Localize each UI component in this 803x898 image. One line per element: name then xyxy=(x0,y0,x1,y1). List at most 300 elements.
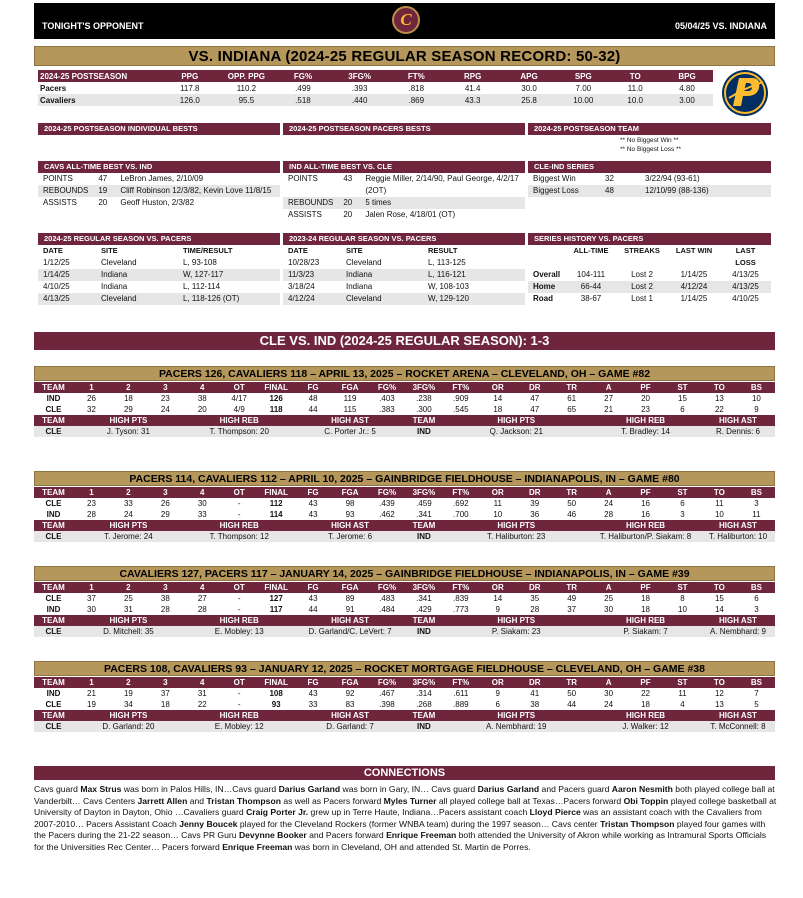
game-stats-table xyxy=(34,487,775,542)
stat-cell: 11 xyxy=(715,499,724,508)
stat-cell: - xyxy=(237,499,241,508)
list-item xyxy=(283,293,525,305)
stat-cell: 5 xyxy=(754,700,759,709)
stat-cell: 29 xyxy=(123,405,133,414)
header-row xyxy=(34,677,775,688)
game-box-82 xyxy=(34,366,775,437)
column-header: FG xyxy=(295,382,332,393)
table-cell: LeBron James, 2/10/09 xyxy=(120,174,204,183)
stat-cell: 32 xyxy=(87,405,96,414)
stat-cell: 92 xyxy=(345,689,355,698)
box-header: CAVS ALL-TIME BEST VS. IND xyxy=(38,161,280,173)
stat-cell: 11 xyxy=(752,510,761,519)
column-header: TEAM xyxy=(34,582,73,593)
stat-cell: 61 xyxy=(567,394,577,403)
stat-cell: 20 xyxy=(641,394,650,403)
column-header: SITE xyxy=(101,246,118,255)
table-cell: 20 xyxy=(343,198,353,207)
table-cell: 4/10/25 xyxy=(732,294,759,303)
column-header: ST xyxy=(664,582,701,593)
stat-cell: 11 xyxy=(493,499,502,508)
table-cell: 4/12/24 xyxy=(288,294,315,303)
column-header: 3FG% xyxy=(405,582,442,593)
leader-cell: R. Dennis: 6 xyxy=(701,426,775,437)
stat-cell: 127 xyxy=(269,594,283,603)
connections-text: Cavs guard Max Strus was born in Palos Hills, IN…Cavs guard Darius Garland was born in Gary, IN… Cavs guard Darius Garland and Pacers guard Aaron Nesmith both played college ball at Vanderbilt… Cavs Centers Jarrett Allen and Tristan Thompson as well as Pacers forward Myles Turner all played college ball at Texas…Pacers forward Obi Toppin played college basketball at University of Dayton in Dayton, Ohio …Cavaliers guard Craig Porter Jr. grew up in Terre Haute, Indiana…Pacers assistant coach Lloyd Pierce was an assistant coach with the Cavaliers from 2007-2010… Pacers Assistant Coach Jenny Boucek played for the Cleveland Rockers (former WNBA team) during the 1997 season… Cavs center Tristan Thompson played four games with the Pacers during the 21-22 season… Cavs PR Guru Devynne Booker and Pacers forward Enrique Freeman both attended the University of Akron while working as Intramural Sports Officials for the Universities Rec Center… Pacers forward Enrique Freeman was born in Cleveland, OH and attended St. Martin de Porres. xyxy=(34,784,777,852)
column-header: HIGH REB xyxy=(184,710,295,721)
column-header: TEAM xyxy=(34,520,73,531)
stat-cell: 115 xyxy=(343,405,357,414)
stat-cell: .429 xyxy=(416,605,432,614)
column-header: A xyxy=(590,677,627,688)
table-cell: 104-111 xyxy=(576,270,606,279)
table-cell: REBOUNDS xyxy=(43,186,89,195)
stat-cell: 28 xyxy=(530,605,540,614)
column-header: 4 xyxy=(184,582,221,593)
list-item xyxy=(38,257,280,269)
stat-cell: 89 xyxy=(345,594,355,603)
column-header: TEAM xyxy=(405,615,442,626)
team-row xyxy=(34,509,775,520)
team-row xyxy=(34,393,775,404)
stat-cell: .518 xyxy=(275,94,331,106)
stat-cell: .467 xyxy=(379,689,395,698)
team-name: CLE xyxy=(45,700,62,709)
stat-cell: 95.5 xyxy=(218,94,275,106)
stat-cell: .869 xyxy=(388,94,444,106)
person-name: Darius Garland xyxy=(477,784,540,794)
stat-cell: 22 xyxy=(641,689,650,698)
list-item xyxy=(38,173,280,185)
stat-cell: 41.4 xyxy=(464,83,481,93)
stat-cell: 15 xyxy=(678,394,687,403)
leader-cell: E. Mobley: 13 xyxy=(184,626,295,637)
header-row xyxy=(38,245,280,257)
stat-cell: 37 xyxy=(160,689,170,698)
stat-cell: .773 xyxy=(453,605,469,614)
stat-cell: .238 xyxy=(416,394,432,403)
list-item xyxy=(528,281,771,293)
stat-cell: .545 xyxy=(453,405,469,414)
table-cell: Cleveland xyxy=(101,258,137,267)
stat-cell: 37 xyxy=(87,594,96,603)
table-cell: 4/13/25 xyxy=(732,270,759,279)
column-header: HIGH AST xyxy=(295,710,406,721)
stat-cell: 33 xyxy=(308,700,318,709)
stat-cell: 44 xyxy=(308,605,318,614)
stat-cell: .439 xyxy=(379,499,395,508)
table-cell: POINTS xyxy=(43,174,73,183)
series-history xyxy=(528,233,771,305)
postseason-team-bests xyxy=(528,123,771,154)
table-cell: Lost 2 xyxy=(631,270,653,279)
stat-cell: 16 xyxy=(641,510,650,519)
column-header: TR xyxy=(553,487,590,498)
stat-cell: 38 xyxy=(530,700,540,709)
leader-cell: T. Haliburton/P. Siakam: 8 xyxy=(590,531,701,542)
column-header: FGA xyxy=(332,382,369,393)
table-cell: L, 118-126 (OT) xyxy=(183,294,240,303)
stat-cell: 9 xyxy=(754,405,759,414)
stat-cell: .341 xyxy=(416,510,432,519)
stat-cell: .398 xyxy=(379,700,395,709)
column-header: FT% xyxy=(388,70,444,82)
table-cell: 20 xyxy=(343,210,353,219)
person-name: Devynne Booker xyxy=(238,830,307,841)
column-header: TR xyxy=(553,582,590,593)
section-title-cle-vs-ind: CLE VS. IND (2024-25 REGULAR SEASON): 1-3 xyxy=(34,332,775,350)
stat-cell: 24 xyxy=(604,700,614,709)
column-header: DR xyxy=(516,677,553,688)
column-header: OR xyxy=(479,582,516,593)
leader-header-row xyxy=(34,615,775,626)
stat-cell: .462 xyxy=(379,510,395,519)
team-row xyxy=(34,604,775,615)
ind-alltime-best xyxy=(283,161,525,221)
column-header: 4 xyxy=(184,487,221,498)
table-cell: Geoff Huston, 2/3/82 xyxy=(120,198,195,207)
list-item xyxy=(283,173,525,197)
person-name: Craig Porter Jr. xyxy=(246,807,309,818)
column-header: TEAM xyxy=(34,415,73,426)
box-header: 2023-24 REGULAR SEASON VS. PACERS xyxy=(283,233,525,245)
column-header: 2024-25 POSTSEASON xyxy=(38,70,161,82)
connections-title: CONNECTIONS xyxy=(34,766,775,780)
column-header: 2 xyxy=(110,582,147,593)
column-header: FT% xyxy=(442,487,479,498)
header-row xyxy=(38,70,713,82)
rs-2425-table xyxy=(38,245,280,305)
list-item xyxy=(38,185,280,197)
leader-row xyxy=(34,426,775,437)
stat-cell: 110.2 xyxy=(236,83,257,93)
column-header: HIGH AST xyxy=(701,520,775,531)
column-header: PF xyxy=(627,677,664,688)
stat-cell: .300 xyxy=(416,405,432,414)
column-header: TO xyxy=(701,382,738,393)
column-header: HIGH AST xyxy=(701,615,775,626)
column-header: SPG xyxy=(557,70,609,82)
stat-cell: 7.00 xyxy=(575,83,592,93)
column-header: OT xyxy=(221,487,258,498)
column-header: HIGH PTS xyxy=(73,415,184,426)
column-header: FG xyxy=(295,487,332,498)
column-header: HIGH PTS xyxy=(442,710,590,721)
leader-cell: D. Garland: 7 xyxy=(295,721,406,732)
team-row xyxy=(34,593,775,604)
person-name: Aaron Nesmith xyxy=(611,784,673,794)
column-header: RPG xyxy=(444,70,500,82)
stat-cell: 10 xyxy=(714,510,724,519)
person-name: Lloyd Pierce xyxy=(529,807,581,818)
column-header: OR xyxy=(479,382,516,393)
column-header: FT% xyxy=(442,582,479,593)
stat-cell: .889 xyxy=(453,700,469,709)
stat-cell: 6 xyxy=(680,405,685,414)
stat-cell: 10 xyxy=(678,605,687,614)
leader-row xyxy=(34,721,775,732)
team-name: IND xyxy=(46,689,61,698)
column-header: FG xyxy=(295,582,332,593)
table-cell: L, 93-108 xyxy=(183,258,217,267)
column-header: FINAL xyxy=(258,677,295,688)
stat-cell: 18 xyxy=(641,594,650,603)
leader-header-row xyxy=(34,520,775,531)
stat-cell: 28 xyxy=(87,510,96,519)
stat-cell: 9 xyxy=(495,689,500,698)
column-header: FG% xyxy=(369,487,406,498)
column-header: DATE xyxy=(288,246,308,255)
person-name: Enrique Freeman xyxy=(386,830,457,841)
list-item xyxy=(283,209,525,221)
column-header: HIGH AST xyxy=(701,415,775,426)
column-header: TEAM xyxy=(405,520,442,531)
stat-cell: 10.00 xyxy=(557,94,609,106)
stat-cell: 37 xyxy=(567,605,577,614)
stat-cell: 47 xyxy=(530,405,540,414)
table-cell: 5 times xyxy=(365,198,392,207)
leader-cell: D. Mitchell: 35 xyxy=(73,626,184,637)
table-cell: 4/10/25 xyxy=(43,282,70,291)
team-name: CLE xyxy=(45,405,62,414)
column-header: OT xyxy=(221,677,258,688)
column-header: 1 xyxy=(73,582,110,593)
leader-header-row xyxy=(34,415,775,426)
list-item xyxy=(38,269,280,281)
list-item xyxy=(528,269,771,281)
list-item xyxy=(283,197,525,209)
leader-cell: T. Thompson: 20 xyxy=(184,426,295,437)
no-biggest-win-note: ** No Biggest Win ** xyxy=(620,137,679,144)
box-header: IND ALL-TIME BEST VS. CLE xyxy=(283,161,525,173)
table-cell: Indiana xyxy=(101,282,128,291)
regular-season-2324 xyxy=(283,233,525,305)
column-header: HIGH AST xyxy=(701,710,775,721)
column-header: TEAM xyxy=(34,382,73,393)
stat-cell: 4 xyxy=(680,700,685,709)
column-header: 1 xyxy=(73,382,110,393)
column-header: TO xyxy=(701,487,738,498)
leader-cell: A. Nembhard: 19 xyxy=(442,721,590,732)
team-name: Pacers xyxy=(40,83,67,93)
table-cell: 20 xyxy=(98,198,108,207)
stat-cell: 14 xyxy=(493,394,503,403)
leader-row xyxy=(34,531,775,542)
leader-cell: T. Bradley: 14 xyxy=(590,426,701,437)
stat-cell: 117.8 xyxy=(180,83,200,93)
stat-cell: 27 xyxy=(197,594,207,603)
table-cell: 47 xyxy=(98,174,108,183)
game-stats-table xyxy=(34,582,775,637)
column-header: FG% xyxy=(369,382,406,393)
column-header: 2 xyxy=(110,487,147,498)
column-header: OPP. PPG xyxy=(218,70,275,82)
column-header: ST xyxy=(664,382,701,393)
stat-cell: 18 xyxy=(641,700,650,709)
table-cell: Lost 1 xyxy=(631,294,653,303)
column-header: DR xyxy=(516,582,553,593)
cle-ind-series xyxy=(528,161,771,197)
column-header: HIGH REB xyxy=(184,415,295,426)
table-cell: Reggie Miller, 2/14/90, Paul George, 4/2/17 (2OT) xyxy=(365,174,519,195)
column-header: 1 xyxy=(73,487,110,498)
stat-cell: 13 xyxy=(714,394,724,403)
table-cell: Cleveland xyxy=(346,258,382,267)
team-name: IND xyxy=(405,626,442,637)
stat-cell: 21 xyxy=(604,405,614,414)
column-header: FT% xyxy=(442,677,479,688)
stat-cell: 43 xyxy=(308,689,318,698)
column-header: HIGH REB xyxy=(184,615,295,626)
table-cell: 4/13/25 xyxy=(732,282,759,291)
stat-cell: 34 xyxy=(123,700,133,709)
table-cell: Biggest Loss xyxy=(533,186,579,195)
stat-cell: 30 xyxy=(604,605,614,614)
column-header: FG% xyxy=(369,582,406,593)
stat-cell: 112 xyxy=(269,499,283,508)
stat-cell: 31 xyxy=(123,605,133,614)
column-header: HIGH REB xyxy=(590,615,701,626)
game-title: PACERS 126, CAVALIERS 118 – APRIL 13, 2025 – ROCKET ARENA – CLEVELAND, OH – GAME #82 xyxy=(34,366,775,381)
stat-cell: 24 xyxy=(160,405,170,414)
leader-cell: D. Garland/C. LeVert: 7 xyxy=(295,626,406,637)
column-header: A xyxy=(590,382,627,393)
team-name: CLE xyxy=(34,721,73,732)
column-header: DR xyxy=(516,487,553,498)
leader-cell: P. Siakam: 23 xyxy=(442,626,590,637)
stat-cell: .909 xyxy=(453,394,469,403)
stat-cell: 8 xyxy=(680,594,685,603)
stat-cell: 19 xyxy=(123,689,133,698)
stat-cell: 98 xyxy=(345,499,355,508)
table-cell: Home xyxy=(533,282,556,291)
column-header: 4 xyxy=(184,382,221,393)
leader-cell: J. Tyson: 31 xyxy=(73,426,184,437)
table-cell: 32 xyxy=(605,174,614,183)
column-header: LAST LOSS xyxy=(735,246,756,267)
column-header: HIGH PTS xyxy=(442,615,590,626)
table-cell: 3/18/24 xyxy=(288,282,315,291)
stat-cell: 19 xyxy=(87,700,96,709)
stat-cell: - xyxy=(237,594,241,603)
team-name: CLE xyxy=(34,426,73,437)
postseason-individual-bests xyxy=(38,123,280,135)
stat-cell: 21 xyxy=(87,689,96,698)
team-name: IND xyxy=(46,394,61,403)
stat-cell: 23 xyxy=(641,405,650,414)
person-name: Max Strus xyxy=(80,784,122,794)
person-name: Tristan Thompson xyxy=(206,795,281,806)
stat-cell: 93 xyxy=(345,510,355,519)
column-header: BPG xyxy=(661,70,713,82)
list-item xyxy=(38,281,280,293)
stat-cell: 10.0 xyxy=(609,94,661,106)
column-header: FG% xyxy=(369,677,406,688)
list-item xyxy=(528,173,771,185)
stat-cell: 4/17 xyxy=(231,394,247,403)
table-cell: 66-44 xyxy=(580,282,602,291)
person-name: Tristan Thompson xyxy=(600,818,675,829)
column-header: DR xyxy=(516,382,553,393)
column-header: STREAKS xyxy=(624,246,660,255)
stat-cell: 119 xyxy=(343,394,357,403)
leader-cell: T. Haliburton: 10 xyxy=(701,531,775,542)
column-header xyxy=(528,245,566,269)
column-header: HIGH PTS xyxy=(73,615,184,626)
column-header: ST xyxy=(664,677,701,688)
stat-cell: 25 xyxy=(604,594,614,603)
header-row xyxy=(283,245,525,257)
leader-cell: T. Jerome: 24 xyxy=(73,531,184,542)
stat-cell: 30 xyxy=(87,605,96,614)
cavaliers-logo: C xyxy=(392,6,420,34)
table-cell: W, 108-103 xyxy=(428,282,469,291)
stat-cell: .440 xyxy=(331,94,388,106)
table-cell: Jalen Rose, 4/18/01 (OT) xyxy=(365,210,456,219)
person-name: Myles Turner xyxy=(383,795,437,806)
table-cell: 48 xyxy=(605,186,614,195)
team-row xyxy=(38,82,713,94)
column-header: HIGH REB xyxy=(590,415,701,426)
column-header: HIGH AST xyxy=(295,415,406,426)
table-cell: 1/14/25 xyxy=(43,270,70,279)
leader-cell: J. Walker: 12 xyxy=(590,721,701,732)
person-name: Obi Toppin xyxy=(623,795,669,806)
leader-cell: E. Mobley: 12 xyxy=(184,721,295,732)
column-header: FGA xyxy=(332,487,369,498)
column-header: HIGH REB xyxy=(590,520,701,531)
table-cell: W, 129-120 xyxy=(428,294,469,303)
column-header: BS xyxy=(738,677,775,688)
stat-cell: 3 xyxy=(754,605,759,614)
stat-cell: 6 xyxy=(754,594,759,603)
stat-cell: 46 xyxy=(567,510,577,519)
stat-cell: 43 xyxy=(308,510,318,519)
header-right-label: 05/04/25 VS. INDIANA xyxy=(674,21,767,31)
cavs-alltime-best xyxy=(38,161,280,209)
table-cell: L, 116-121 xyxy=(428,270,466,279)
column-header: HIGH PTS xyxy=(73,710,184,721)
stat-cell: 30.0 xyxy=(521,83,537,93)
column-header: LAST WIN xyxy=(675,246,713,255)
cavs-best-table xyxy=(38,173,280,209)
table-cell: Lost 2 xyxy=(631,282,653,291)
stat-cell: 44 xyxy=(567,700,577,709)
regular-season-2425 xyxy=(38,233,280,305)
team-row xyxy=(34,404,775,415)
column-header: HIGH PTS xyxy=(442,520,590,531)
stat-cell: 118 xyxy=(269,405,283,414)
stat-cell: 6 xyxy=(495,700,500,709)
stat-cell: - xyxy=(237,700,241,709)
stat-cell: 38 xyxy=(160,594,170,603)
stat-cell: .839 xyxy=(453,594,469,603)
stat-cell: 29 xyxy=(160,510,170,519)
stat-cell: 4/9 xyxy=(233,405,245,414)
game-title: CAVALIERS 127, PACERS 117 – JANUARY 14, 2025 – GAINBRIDGE FIELDHOUSE – INDIANAPOLIS, IN – GAME #39 xyxy=(34,566,775,581)
team-name: IND xyxy=(405,531,442,542)
stat-cell: 25 xyxy=(123,594,133,603)
leader-cell: T. Jerome: 6 xyxy=(295,531,406,542)
stat-cell: 50 xyxy=(567,689,577,698)
column-header: TIME/RESULT xyxy=(183,246,233,255)
team-name: IND xyxy=(405,426,442,437)
stat-cell: 31 xyxy=(197,689,207,698)
stat-cell: 18 xyxy=(641,605,650,614)
column-header: PF xyxy=(627,382,664,393)
table-cell: Cliff Robinson 12/3/82, Kevin Love 11/8/15 xyxy=(120,186,272,195)
table-cell: Indiana xyxy=(101,270,128,279)
